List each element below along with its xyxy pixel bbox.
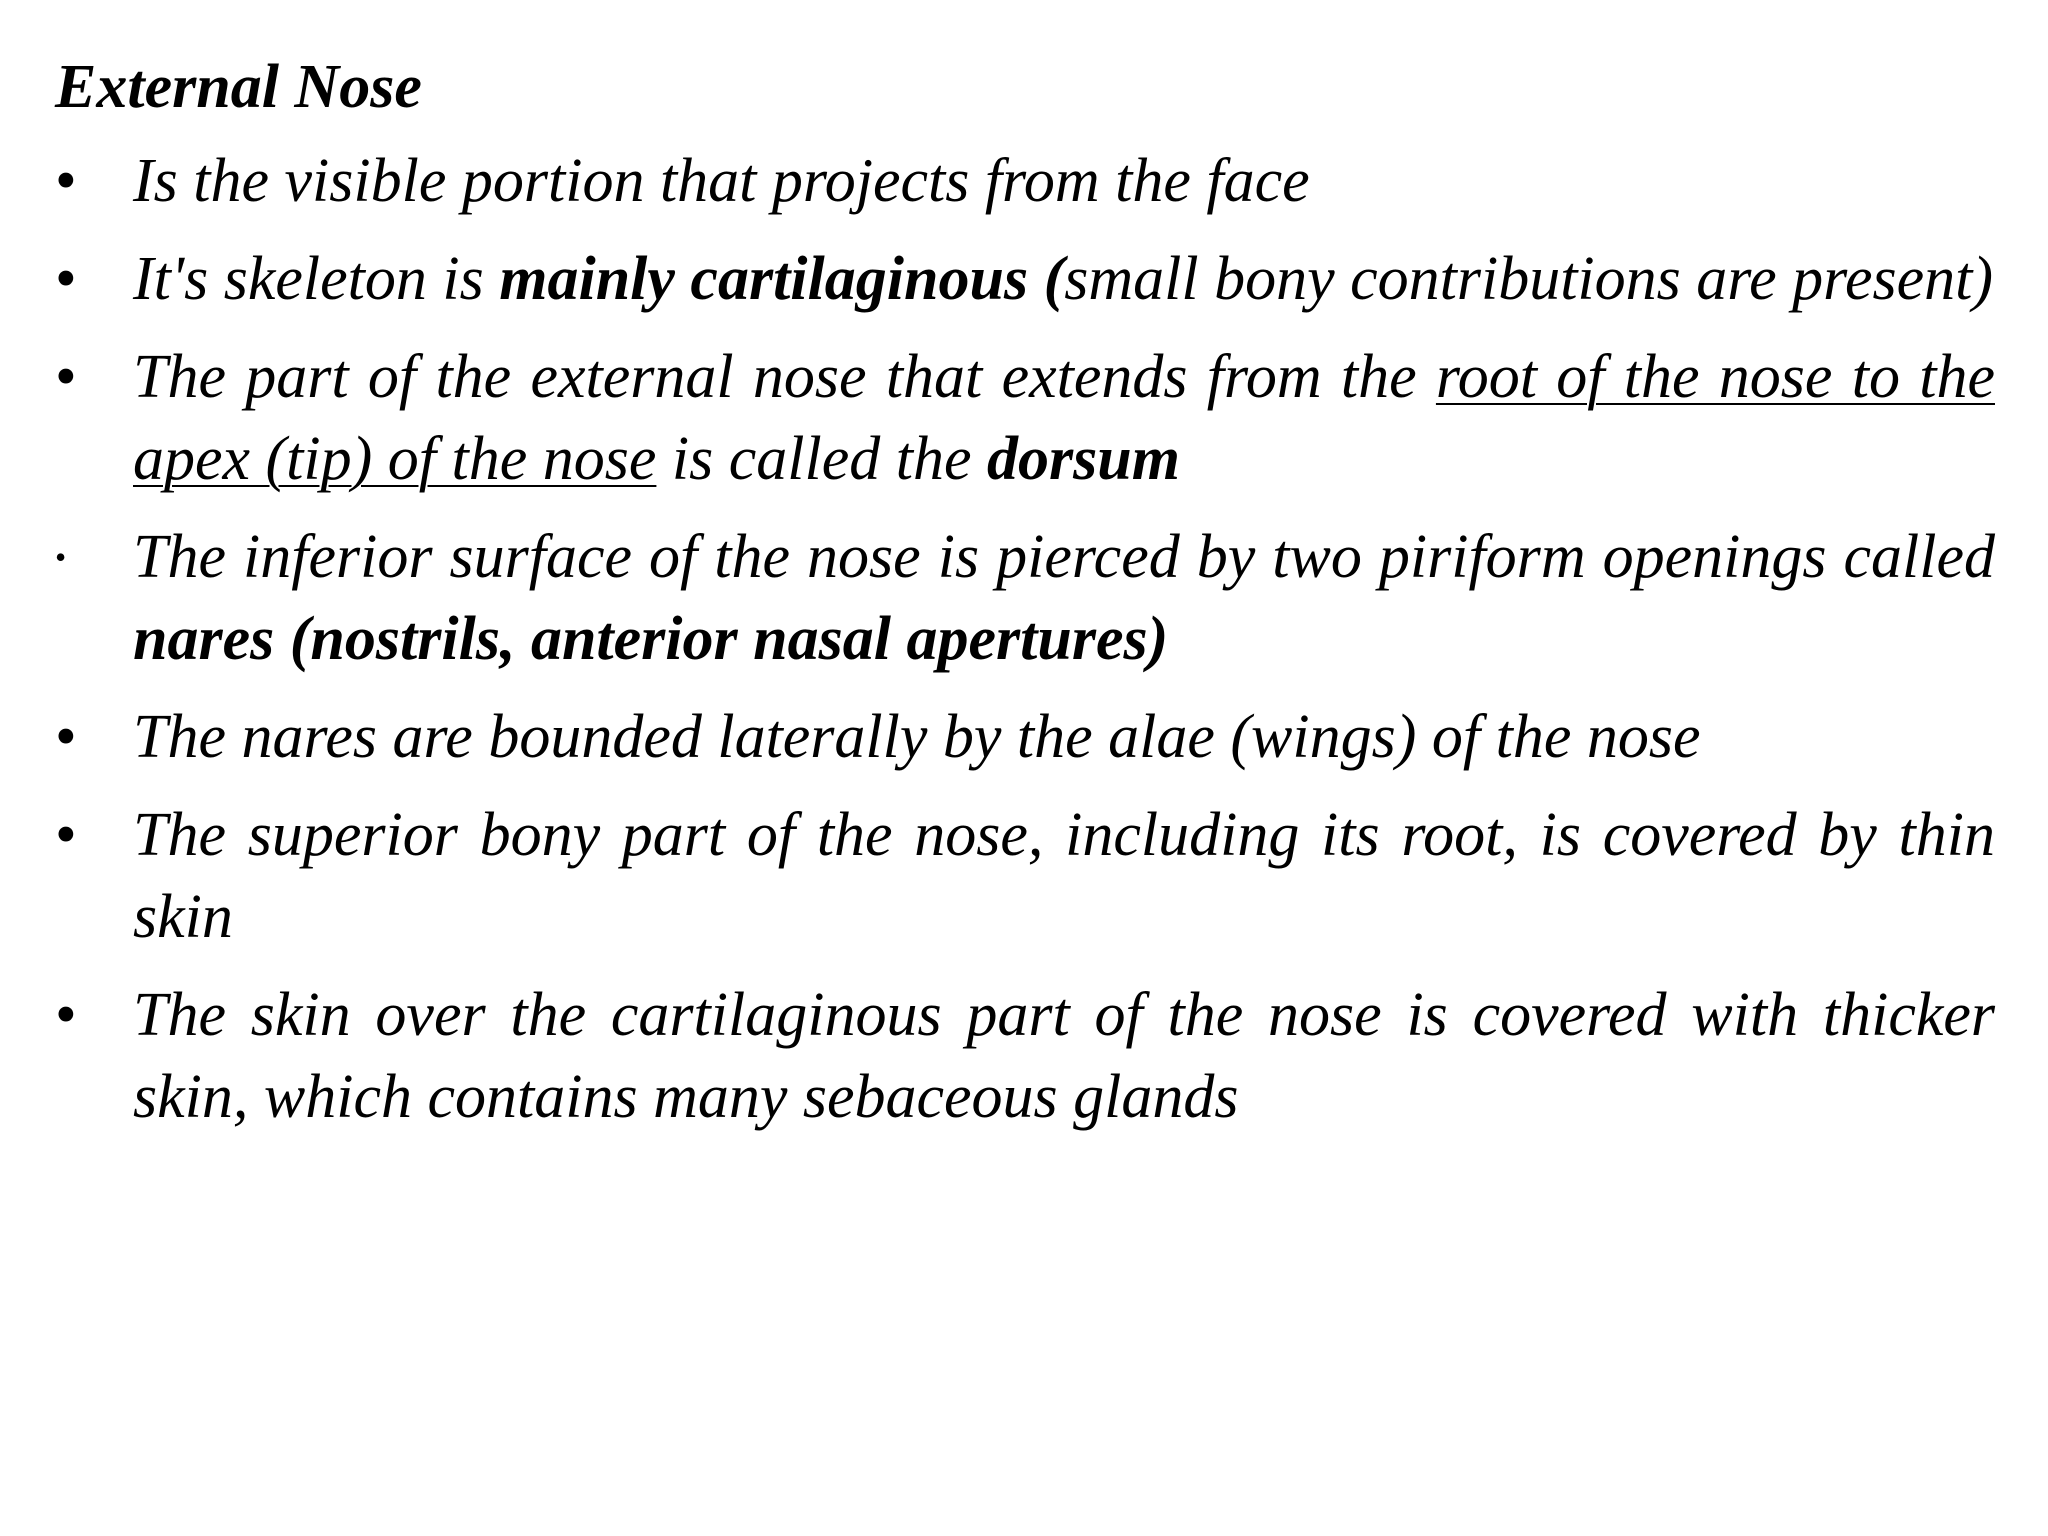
bullet-dot: • (55, 801, 77, 869)
bullet-text: small bony contributions are present) (1064, 245, 1993, 313)
bullet-item-6 (55, 794, 1995, 958)
bullet-bold-text: mainly cartilaginous ( (499, 245, 1065, 313)
bullet-text: It's skeleton is (133, 245, 500, 313)
bullet-item-3 (55, 336, 1995, 500)
bullet-bold-text: nares (nostrils, anterior nasal apertures) (133, 605, 1169, 673)
slide-title: External Nose (55, 53, 422, 121)
bullet-text: is called the (656, 425, 987, 493)
bullet-item-5 (55, 696, 1995, 778)
bullet-underlined-text: root of the nose to the apex (tip) of the nose (133, 343, 1995, 493)
bullet-item-1 (55, 140, 1995, 222)
bullet-text: Is the visible portion that projects from the face (133, 147, 1310, 215)
bullet-dot: • (55, 539, 67, 575)
bullet-text: The skin over the cartilaginous part of the nose is covered with thicker skin, which contains many sebaceous glands (133, 981, 1995, 1131)
bullet-text: The nares are bounded laterally by the alae (wings) of the nose (133, 703, 1701, 771)
bullet-list (55, 140, 1995, 1154)
bullet-item-2 (55, 238, 1995, 320)
bullet-text: The superior bony part of the nose, including its root, is covered by thin skin (133, 801, 1995, 951)
bullet-item-4 (55, 516, 1995, 680)
bullet-bold-text: dorsum (987, 425, 1180, 493)
bullet-dot: • (55, 147, 77, 215)
bullet-dot: • (55, 343, 77, 411)
bullet-text: The inferior surface of the nose is pierced by two piriform openings called (133, 523, 1995, 591)
bullet-item-7 (55, 974, 1995, 1138)
bullet-text: The part of the external nose that extends from the (133, 343, 1436, 411)
bullet-dot: • (55, 245, 77, 313)
bullet-dot: • (55, 981, 77, 1049)
bullet-dot: • (55, 703, 77, 771)
